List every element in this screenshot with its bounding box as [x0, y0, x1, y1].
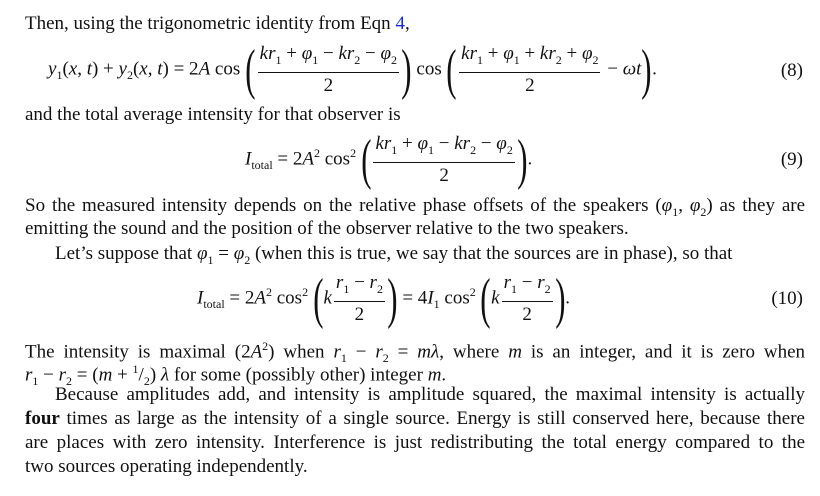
text-line-four-times	[25, 407, 805, 430]
text-line-position: emitting the sound and the position of the observer relative to the two speakers.	[25, 218, 629, 239]
equation-10: $I_{total} = 2A^2$ $\cos^2 (k$ $\frac{r_1 - r_2}{2}$ ) = $4I_1$ $\cos^2 (k$ $\frac{r_1 - r_2}{2}$ ).	[197, 268, 570, 330]
text-suppose: Let’s suppose that	[55, 243, 197, 264]
text-zero-b: .	[441, 364, 447, 386]
text-line-amplitudes: Because amplitudes add, and intensity is amplitude squared, the maximal intensity is actually	[55, 384, 805, 405]
text-comma: ,	[404, 13, 410, 34]
text-line-maximal: The intensity is maximal $(2A^2)$ when $r_1 - r_2 = m\lambda$, where m is an integer, and it is zero when	[25, 339, 805, 366]
text-maximal-b: ) when	[268, 341, 334, 363]
eqn-ref-link[interactable]: 4	[395, 13, 405, 34]
text-line-independent: two sources operating independently.	[25, 456, 308, 477]
text-line-intensity: and the total average intensity for that observer is	[25, 104, 401, 125]
text-line-phase-offsets: So the measured intensity depends on the relative phase offsets of the speakers ($\varphi_1$, $\varphi_2$) as they are	[25, 195, 806, 219]
text-maximal-d: is an integer, and it is zero when	[521, 341, 805, 363]
text-identity: Then, using the trigonometric identity from Eqn	[25, 13, 396, 34]
equation-10-number: (10)	[771, 288, 803, 309]
text-maximal-a: The intensity is maximal (	[25, 341, 242, 363]
text-maximal-c: , where	[439, 341, 509, 363]
equation-9-number: (9)	[780, 149, 803, 170]
equation-8: $y_1(x$, $t) + y_2(x$, t) = 2A cos ( $\frac{kr_1 + \varphi_1 - kr_2 - \varphi_2}{2}$ ) cos ( $\frac{kr_1 + \varphi_1 + kr_2 + \varphi_2}{2}$ − ωt).	[48, 39, 657, 101]
text-line-interference: are places with zero intensity. Interference is just redistributing the total energy compared to the	[25, 432, 805, 453]
text-zero-a: for some (possibly other) integer	[169, 364, 428, 386]
text-in-phase: (when this is true, we say that the sources are in phase), so that	[250, 243, 733, 264]
text-line-identity	[25, 12, 805, 35]
equation-8-number: (8)	[780, 60, 803, 81]
text-phase-a: So the measured intensity depends on the relative phase offsets of the speakers (	[25, 195, 662, 216]
text-four-bold: four	[25, 408, 60, 429]
text-phase-b: ) as they are	[706, 195, 806, 216]
text-line-zero: $r_1 - r_2 = (m + ^1/_2)$ λ for some (possibly other) integer m.	[25, 362, 447, 389]
text-line-in-phase: Let’s suppose that $\varphi_1 = \varphi_2$ (when this is true, we say that the sources are in phase), so that	[55, 243, 733, 267]
text-four-rest: times as large as the intensity of a single source. Energy is still conserved here, because there	[59, 408, 805, 429]
equation-9: $I_{total} = 2A^2$ $\cos^2$ ( $\frac{kr_1 + \varphi_1 - kr_2 - \varphi_2}{2}$ ).	[245, 129, 533, 191]
